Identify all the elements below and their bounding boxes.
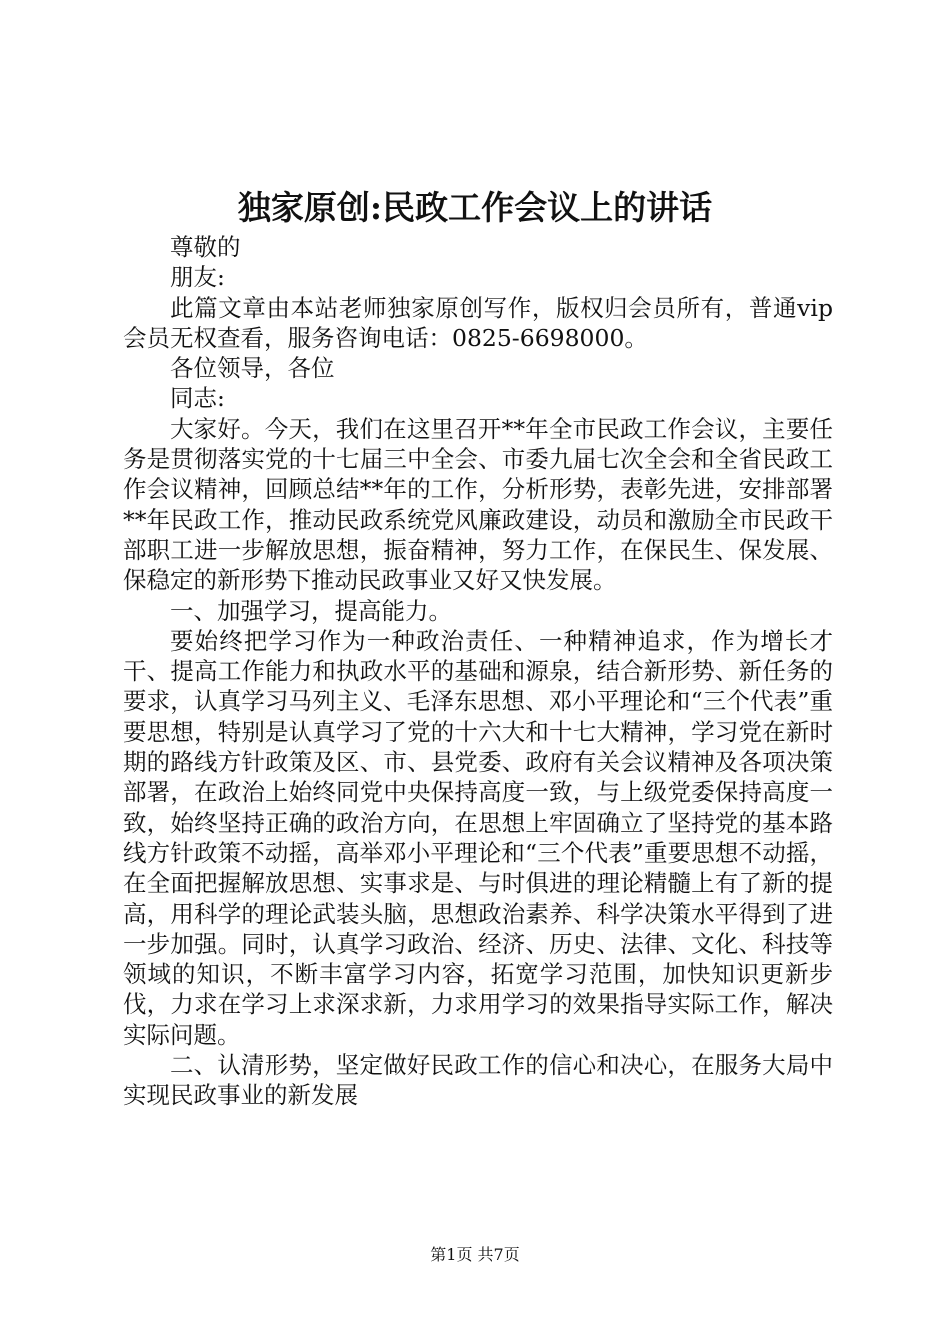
section-heading-2: 二、认清形势，坚定做好民政工作的信心和决心，在服务大局中实现民政事业的新发展 [123,1051,833,1110]
paragraph-study: 要始终把学习作为一种政治责任、一种精神追求，作为增长才干、提高工作能力和执政水平的基础和源泉，结合新形势、新任务的要求，认真学习马列主义、毛泽东思想、邓小平理论和“三个代表”重要思想，特别是认真学习了党的十六大和十七大精神，学习党在新时期的路线方针政策及区、市、县党委、政府有关会议精神及各项决策部署，在政治上始终同党中央保持高度一致，与上级党委保持高度一致，始终坚持正确的政治方向，在思想上牢固确立了坚持党的基本路线方针政策不动摇，高举邓小平理论和“三个代表”重要思想不动摇，在全面把握解放思想、实事求是、与时俱进的理论精髓上有了新的提高，用科学的理论武装头脑，思想政治素养、科学决策水平得到了进一步加强。同时，认真学习政治、经济、历史、法律、文化、科技等领域的知识，不断丰富学习内容，拓宽学习范围，加快知识更新步伐，力求在学习上求深求新，力求用学习的效果指导实际工作，解决实际问题。 [123,626,833,1049]
paragraph-salutation-1: 尊敬的 [170,233,241,261]
paragraph-greeting-1: 各位领导，各位 [170,354,335,383]
section-heading-1: 一、加强学习，提高能力。 [170,596,452,625]
paragraph-salutation-2: 朋友: [170,263,225,292]
document-body [123,232,833,1111]
paragraph-copyright-notice: 此篇文章由本站老师独家原创写作，版权归会员所有，普通vip会员无权查看，服务咨询电话：0825-6698000。 [123,293,833,352]
page-footer: 第1页 共7页 [430,1245,520,1264]
paragraph-greeting-2: 同志: [170,384,225,413]
document-title: 独家原创:民政工作会议上的讲话 [237,188,713,227]
paragraph-introduction: 大家好。今天，我们在这里召开**年全市民政工作会议，主要任务是贯彻落实党的十七届三中全会、市委九届七次全会和全省民政工作会议精神，回顾总结**年的工作，分析形势，表彰先进，安排部署**年民政工作，推动民政系统党风廉政建设，动员和激励全市民政干部职工进一步解放思想，振奋精神，努力工作，在保民生、保发展、保稳定的新形势下推动民政事业又好又快发展。 [123,414,833,595]
